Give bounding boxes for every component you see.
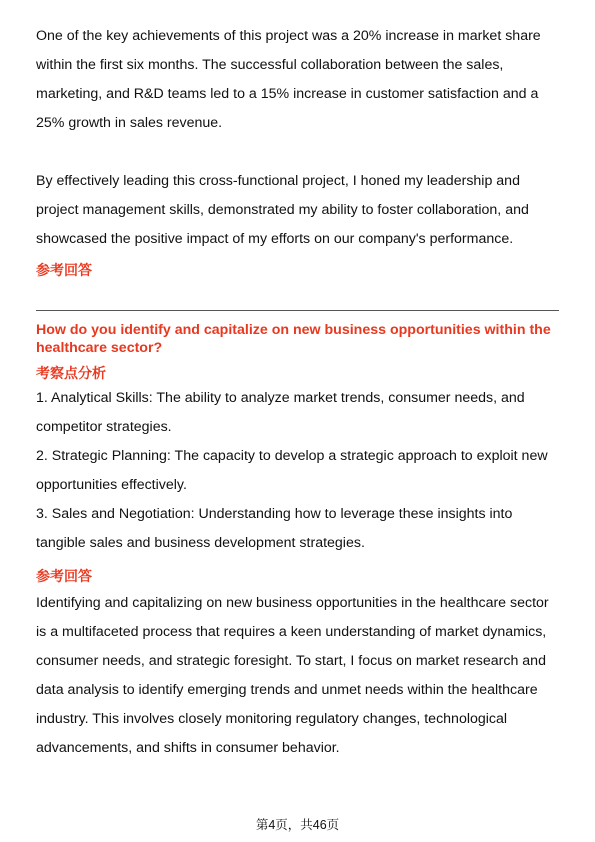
reference-answer-heading: 参考回答 (36, 568, 92, 584)
paragraph-line: 25% growth in sales revenue. (36, 115, 223, 131)
paragraph-line: One of the key achievements of this project was a 20% increase in market share (36, 28, 541, 44)
question-line: healthcare sector? (36, 340, 163, 356)
paragraph-line: project management skills, demonstrated my ability to foster collaboration, and (36, 202, 529, 218)
intro-paragraph-1 (36, 22, 559, 138)
answer-line: data analysis to identify emerging trends and unmet needs within the healthcare (36, 682, 538, 698)
analysis-line: 3. Sales and Negotiation: Understanding how to leverage these insights into (36, 506, 513, 522)
document-page (36, 22, 559, 763)
paragraph-line: showcased the positive impact of my efforts on our company's performance. (36, 231, 514, 247)
page-number-footer: 第4页，共46页 (255, 818, 340, 832)
paragraph-line: marketing, and R&D teams led to a 15% increase in customer satisfaction and a (36, 86, 539, 102)
answer-line: is a multifaceted process that requires a keen understanding of market dynamics, (36, 624, 547, 640)
question-heading (36, 321, 559, 357)
paragraph-line: By effectively leading this cross-functional project, I honed my leadership and (36, 173, 520, 189)
analysis-line: competitor strategies. (36, 419, 172, 435)
answer-line: industry. This involves closely monitoring regulatory changes, technological (36, 711, 508, 727)
question-line: How do you identify and capitalize on new business opportunities within the (36, 322, 551, 338)
analysis-points (36, 384, 559, 558)
paragraph-line: within the first six months. The successful collaboration between the sales, (36, 57, 504, 73)
analysis-line: opportunities effectively. (36, 477, 187, 493)
analysis-line: 2. Strategic Planning: The capacity to develop a strategic approach to exploit new (36, 448, 548, 464)
answer-line: Identifying and capitalizing on new business opportunities in the healthcare sector (36, 595, 549, 611)
analysis-line: 1. Analytical Skills: The ability to analyze market trends, consumer needs, and (36, 390, 525, 406)
analysis-line: tangible sales and business development strategies. (36, 535, 365, 551)
answer-line: advancements, and shifts in consumer behavior. (36, 740, 340, 756)
intro-paragraph-2 (36, 167, 559, 254)
analysis-heading: 考察点分析 (36, 365, 106, 381)
answer-paragraph (36, 589, 559, 763)
answer-line: consumer needs, and strategic foresight. To start, I focus on market research and (36, 653, 546, 669)
reference-answer-heading: 参考回答 (36, 262, 92, 278)
